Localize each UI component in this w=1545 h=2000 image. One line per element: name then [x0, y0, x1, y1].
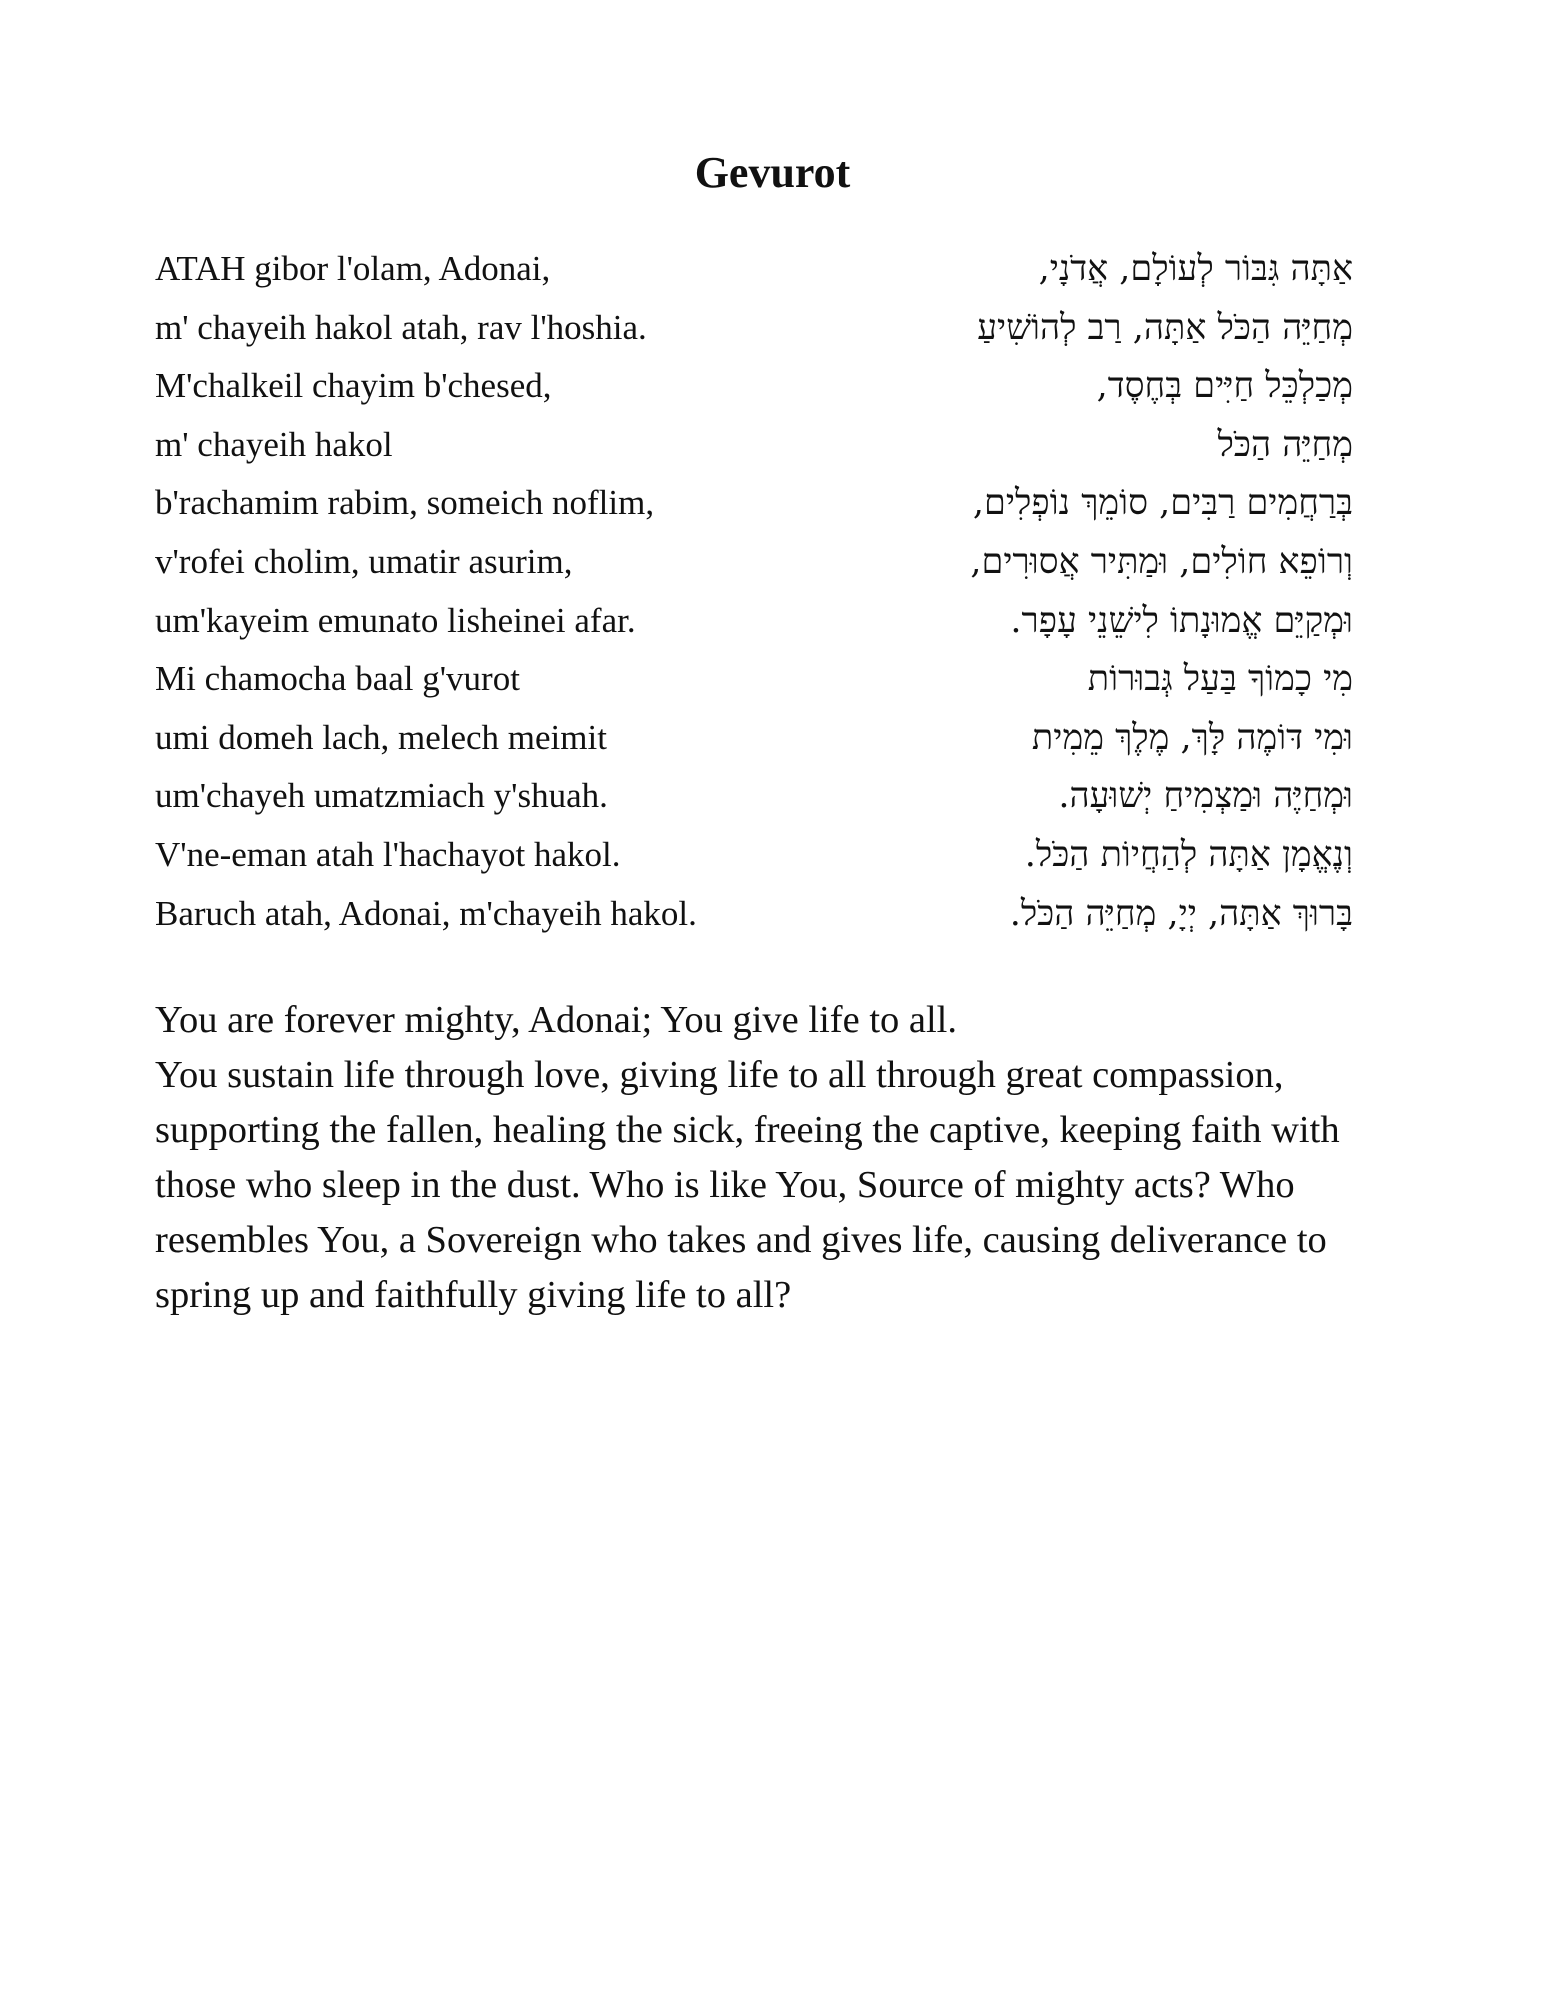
transliteration-text: M'chalkeil chayim b'chesed, [155, 366, 552, 406]
translation-paragraph: You sustain life through love, giving life to all through great compassion, supporting the fallen, healing the sick, freeing the captive, keeping faith with those who sleep in the dust. Who is like You, Source of mighty acts? Who resembles You, a Sovereign who takes and gives life, causing deliverance to spring up and faithfully giving life to all? [155, 1054, 1340, 1316]
prayer-line [155, 709, 1353, 768]
hebrew-text: וּמִי דּוֹמֶה לָּךְ, מֶלֶךְ מֵמִית [1031, 717, 1353, 758]
hebrew-text: וּמְחַיֶּה וּמַצְמִיחַ יְשׁוּעָה. [1058, 776, 1353, 817]
hebrew-text: מְחַיֵּה הַכֹּל אַתָּה, רַב לְהוֹשִׁיעַ [977, 307, 1353, 348]
transliteration-text: um'kayeim emunato lisheinei afar. [155, 600, 636, 640]
hebrew-text: בָּרוּךְ אַתָּה, יְיָ, מְחַיֵּה הַכֹּל. [1009, 893, 1353, 934]
prayer-line [155, 767, 1353, 826]
prayer-line [155, 240, 1353, 299]
prayer-line [155, 650, 1353, 709]
transliteration-text: v'rofei cholim, umatir asurim, [155, 541, 573, 581]
transliteration-text: um'chayeh umatzmiach y'shuah. [155, 776, 608, 816]
transliteration-text: V'ne-eman atah l'hachayot hakol. [155, 834, 621, 874]
transliteration-text: umi domeh lach, melech meimit [155, 717, 607, 757]
transliteration-text: ATAH gibor l'olam, Adonai, [155, 249, 551, 288]
prayer-line [155, 592, 1353, 651]
hebrew-text: וּמְקַיֵּם אֱמוּנָתוֹ לִישֵׁנֵי עָפָר. [1010, 600, 1353, 641]
transliteration-text: Mi chamocha baal g'vurot [155, 659, 520, 699]
hebrew-text: אַתָּה גִּבּוֹר לְעוֹלָם, אֲדֹנָי, [1038, 249, 1353, 289]
prayer-line [155, 533, 1353, 592]
prayer-lines [155, 240, 1353, 943]
transliteration-text: b'rachamim rabim, someich noflim, [155, 483, 655, 523]
prayer-line [155, 299, 1353, 358]
hebrew-text: וְרוֹפֵא חוֹלִים, וּמַתִּיר אֲסוּרִים, [970, 541, 1353, 582]
prayer-line [155, 885, 1353, 944]
hebrew-text: מְכַלְכֵּל חַיִּים בְּחֶסֶד, [1096, 366, 1353, 407]
hebrew-text: מִי כָמוֹךָ בַּעַל גְּבוּרוֹת [1087, 659, 1353, 700]
prayer-line [155, 416, 1353, 475]
transliteration-text: m' chayeih hakol atah, rav l'hoshia. [155, 307, 647, 347]
transliteration-text: m' chayeih hakol [155, 424, 393, 464]
hebrew-text: מְחַיֵּה הַכֹּל [1217, 424, 1353, 465]
english-translation [155, 993, 1385, 1323]
hebrew-text: בְּרַחֲמִים רַבִּים, סוֹמֵךְ נוֹפְלִים, [972, 483, 1353, 524]
translation-line: You are forever mighty, Adonai; You give life to all. [155, 999, 957, 1041]
prayer-line [155, 357, 1353, 416]
prayer-line [155, 474, 1353, 533]
transliteration-text: Baruch atah, Adonai, m'chayeih hakol. [155, 893, 697, 933]
hebrew-text: וְנֶאֱמָן אַתָּה לְהַחֲיוֹת הַכֹּל. [1024, 834, 1353, 875]
page-title: Gevurot [694, 148, 851, 197]
prayer-line [155, 826, 1353, 885]
